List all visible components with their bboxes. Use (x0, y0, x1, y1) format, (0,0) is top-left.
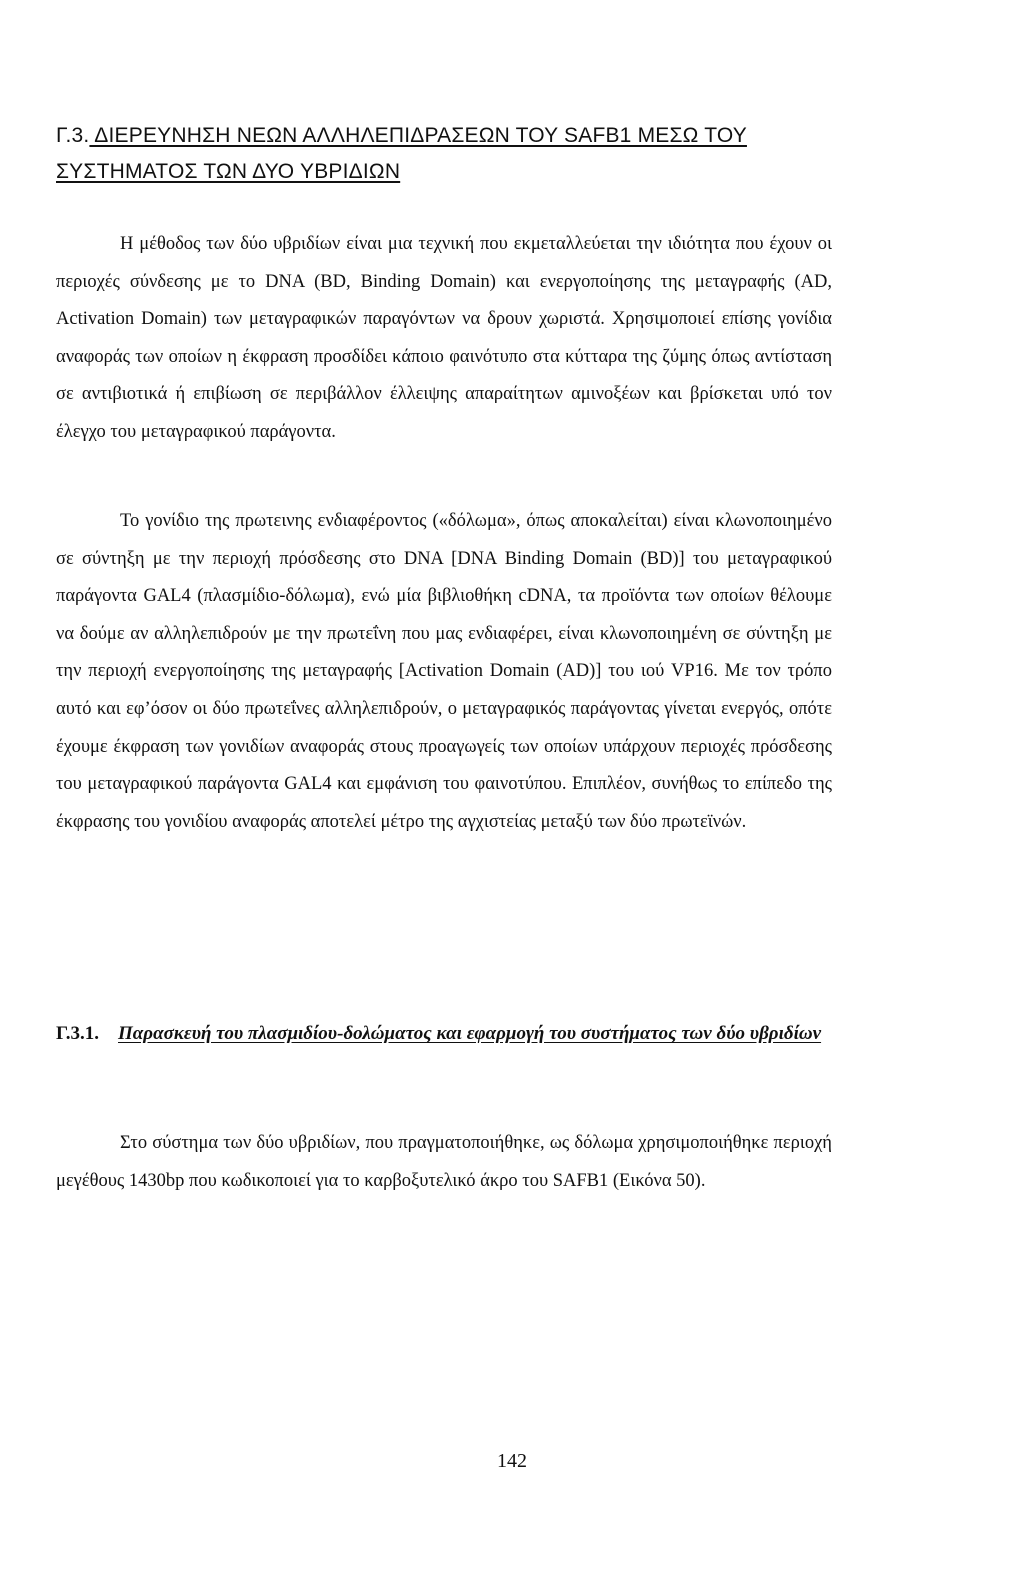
paragraph-bait: Στο σύστημα των δύο υβριδίων, που πραγματοποιήθηκε, ως δόλωμα χρησιμοποιήθηκε περιοχή μεγέθους 1430bp που κωδικοποιεί για το καρβοξυτελικό άκρο του SAFB1 (Εικόνα 50). (56, 1133, 832, 1191)
page-number: 142 (497, 1450, 527, 1472)
subsection-title: Παρασκευή του πλασμιδίου-δολώματος και εφαρμογή του συστήματος των δύο υβριδίων (118, 1023, 822, 1044)
section-number: Γ.3. (56, 124, 90, 147)
section-title: ΔΙΕΡΕΥΝΗΣΗ ΝΕΩΝ ΑΛΛΗΛΕΠΙΔΡΑΣΕΩΝ ΤΟΥ SAFB1 ΜΕΣΩ ΤΟΥ ΣΥΣΤΗΜΑΤΟΣ ΤΩΝ ΔΥΟ ΥΒΡΙΔΙΩΝ (56, 124, 747, 183)
subsection-heading (56, 1015, 846, 1053)
paragraph-intro: Η μέθοδος των δύο υβριδίων είναι μια τεχνική που εκμεταλλεύεται την ιδιότητα που έχουν οι περιοχές σύνδεσης με το DNA (BD, Binding Domain) και ενεργοποίησης της μεταγραφής (AD, Activation Domain) των μεταγραφικών παραγόντων να δρουν χωριστά. Χρησιμοποιεί επίσης γονίδια αναφοράς των οποίων η έκφραση προσδίδει κάποιο φαινότυπο στα κύτταρα της ζύμης όπως αντίσταση σε αντιβιοτικά ή επιβίωση σε περιβάλλον έλλειψης απαραίτητων αμινοξέων και βρίσκεται υπό τον έλεγχο του μεταγραφικού παράγοντα. (56, 234, 832, 442)
paragraph-method: Το γονίδιο της πρωτεινης ενδιαφέροντος («δόλωμα», όπως αποκαλείται) είναι κλωνοποιημένο σε σύντηξη με την περιοχή πρόσδεσης στο DNA [DNA Binding Domain (BD)] του μεταγραφικού παράγοντα GAL4 (πλασμίδιο-δόλωμα), ενώ μία βιβλιοθήκη cDNA, τα προϊόντα των οποίων θέλουμε να δούμε αν αλληλεπιδρούν με την πρωτεΐνη που μας ενδιαφέρει, είναι κλωνοποιημένη σε σύντηξη με την περιοχή ενεργοποίησης της μεταγραφής [Activation Domain (AD)] του ιού VP16. Με τον τρόπο αυτό και εφ’όσον οι δύο πρωτεΐνες αλληλεπιδρούν, ο μεταγραφικός παράγοντας γίνεται ενεργός, οπότε έχουμε έκφραση των γονιδίων αναφοράς στους προαγωγείς των οποίων υπάρχουν περιοχές πρόσδεσης του μεταγραφικού παράγοντα GAL4 και εμφάνιση του φαινοτύπου. Επιπλέον, συνήθως το επίπεδο της έκφρασης του γονιδίου αναφοράς αποτελεί μέτρο της αγχιστείας μεταξύ των δύο πρωτεϊνών. (56, 511, 832, 832)
subsection-number: Γ.3.1. (56, 1023, 100, 1044)
section-heading (56, 118, 846, 190)
